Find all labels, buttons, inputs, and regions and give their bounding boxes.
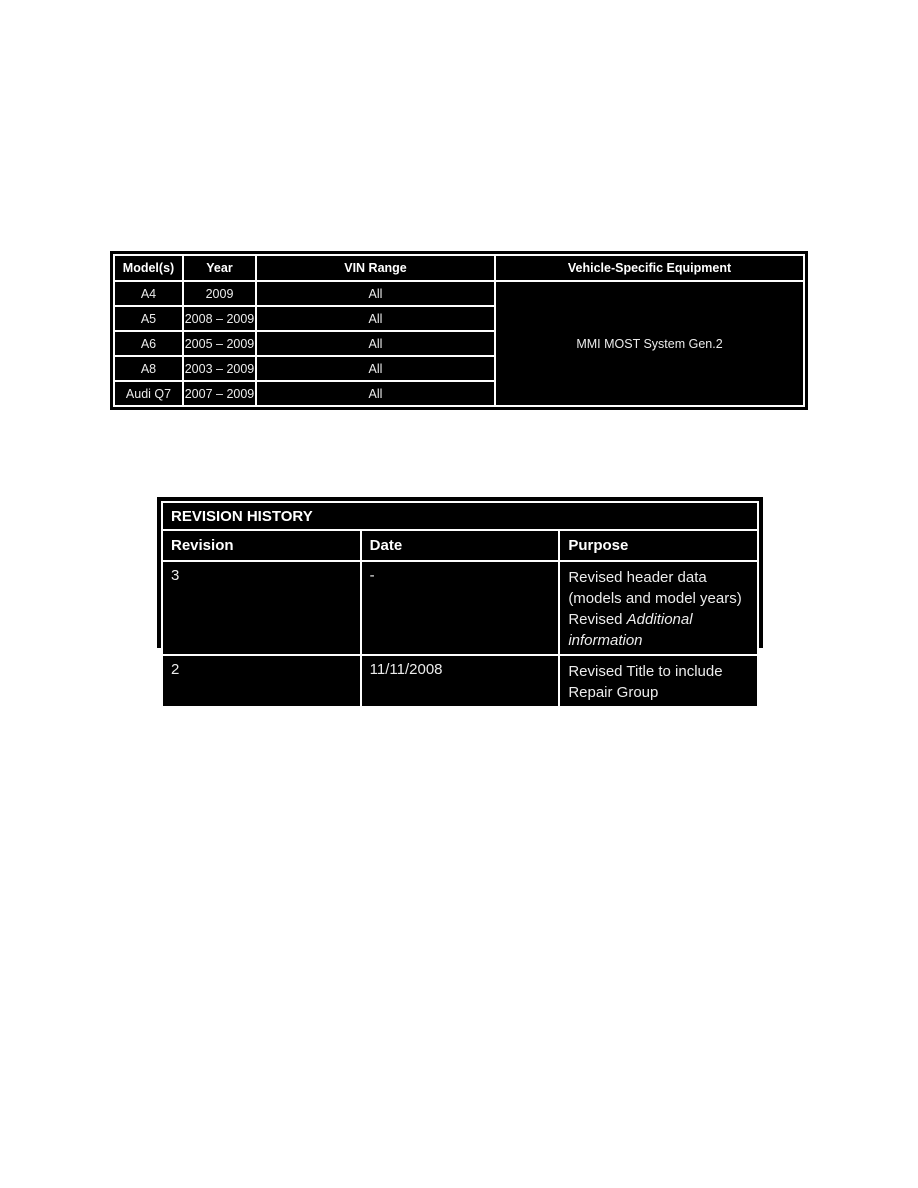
- vehicle-header-equipment: Vehicle-Specific Equipment: [495, 255, 804, 281]
- revision-header-purpose: Purpose: [559, 530, 758, 561]
- revision-date-cell: 11/11/2008: [361, 655, 560, 707]
- vin-range-cell: All: [256, 381, 495, 406]
- revision-history-title: REVISION HISTORY: [162, 502, 758, 530]
- vin-range-cell: All: [256, 331, 495, 356]
- model-cell: Audi Q7: [114, 381, 183, 406]
- revision-table-row: [162, 655, 758, 707]
- vehicle-header-models: Model(s): [114, 255, 183, 281]
- year-cell: 2005 – 2009: [183, 331, 256, 356]
- revision-table-header-row: [162, 530, 758, 561]
- revision-table-row: [162, 561, 758, 655]
- equipment-cell: MMI MOST System Gen.2: [495, 281, 804, 406]
- model-cell: A6: [114, 331, 183, 356]
- year-cell: 2009: [183, 281, 256, 306]
- revision-purpose-cell: [559, 655, 758, 707]
- revision-history-title-row: [162, 502, 758, 530]
- vin-range-cell: All: [256, 356, 495, 381]
- model-cell: A8: [114, 356, 183, 381]
- vin-range-cell: All: [256, 306, 495, 331]
- vehicle-header-vin-range: VIN Range: [256, 255, 495, 281]
- vehicle-header-year: Year: [183, 255, 256, 281]
- purpose-line: Revised header data (models and model years): [568, 569, 742, 607]
- vin-range-cell: All: [256, 281, 495, 306]
- vehicle-table-row: [114, 281, 804, 306]
- purpose-line: Revised Additional information: [568, 611, 693, 649]
- revision-number-cell: 2: [162, 655, 361, 707]
- vehicle-table: [113, 254, 805, 407]
- model-cell: A4: [114, 281, 183, 306]
- vehicle-table-header-row: [114, 255, 804, 281]
- year-cell: 2007 – 2009: [183, 381, 256, 406]
- revision-history-table: [157, 497, 763, 701]
- year-cell: 2003 – 2009: [183, 356, 256, 381]
- vehicle-applicability-table: [110, 251, 808, 410]
- revision-number-cell: 3: [162, 561, 361, 655]
- year-cell: 2008 – 2009: [183, 306, 256, 331]
- purpose-line: Revised Title to include Repair Group: [568, 663, 723, 701]
- model-cell: A5: [114, 306, 183, 331]
- revision-table: [161, 501, 759, 708]
- revision-header-date: Date: [361, 530, 560, 561]
- revision-header-revision: Revision: [162, 530, 361, 561]
- revision-date-cell: -: [361, 561, 560, 655]
- revision-purpose-cell: [559, 561, 758, 655]
